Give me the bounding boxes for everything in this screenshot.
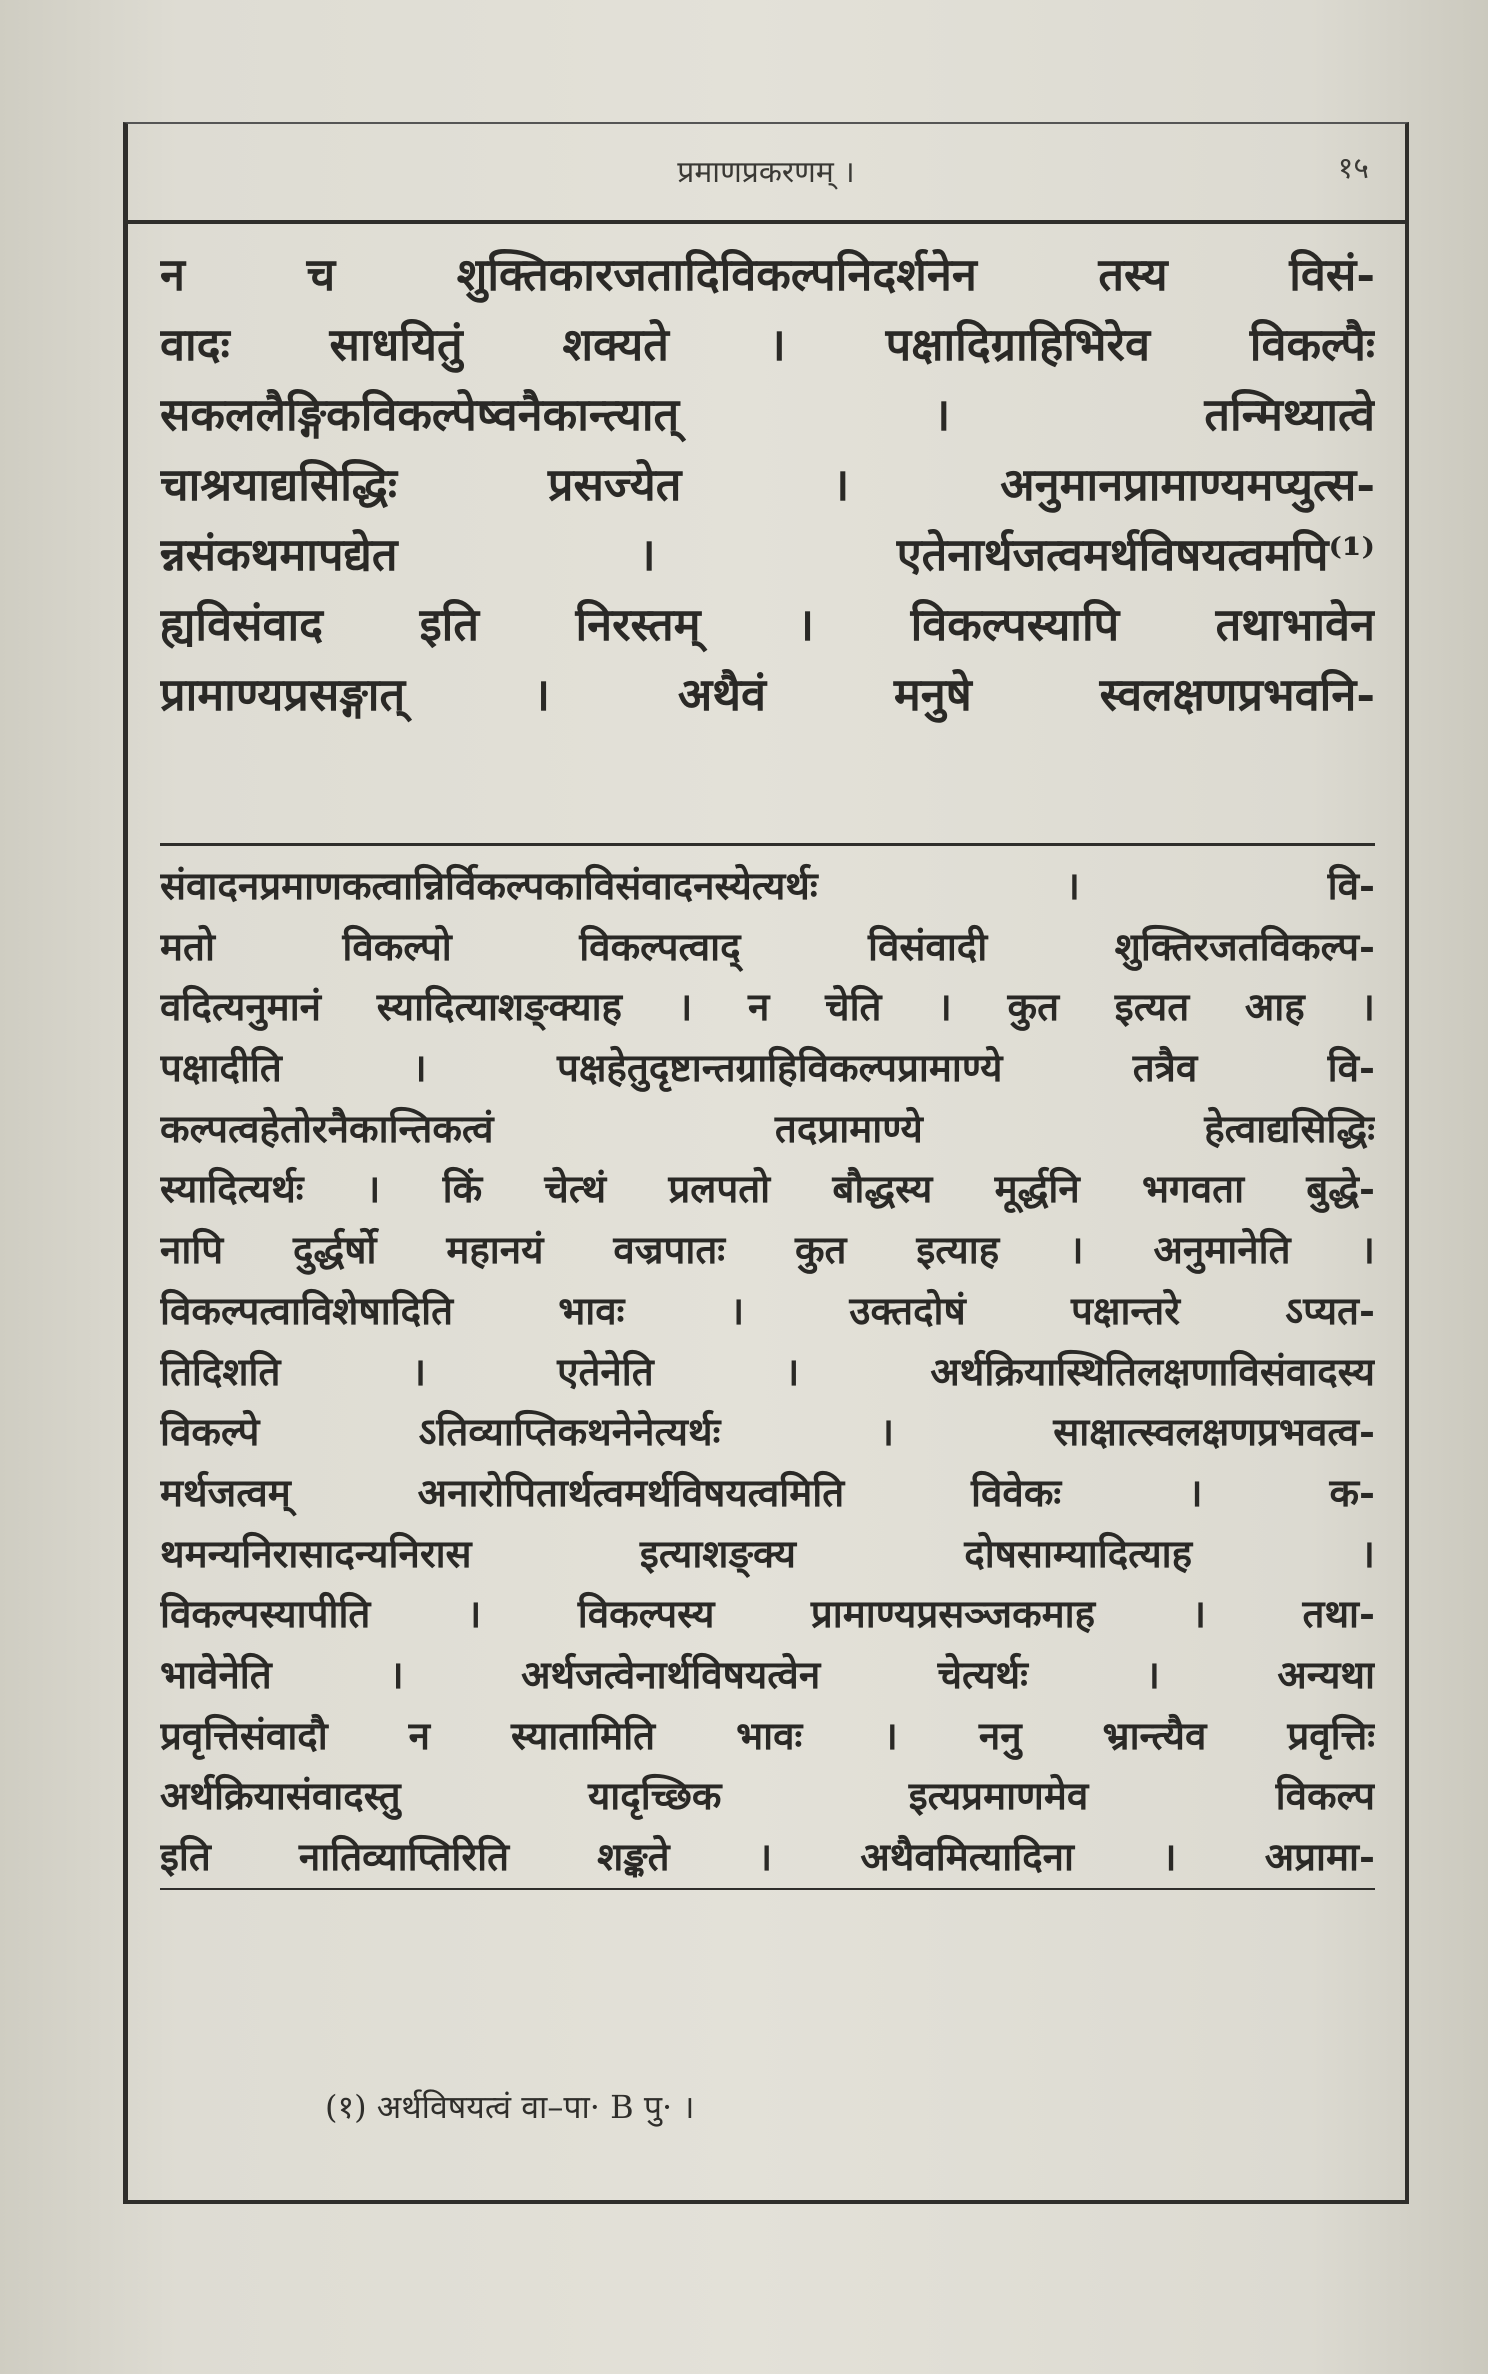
commentary-line: थमन्यनिरासादन्यनिरास इत्याशङ्क्य दोषसाम्यादित्याह ।: [160, 1531, 1375, 1577]
commentary-line: विकल्पत्वाविशेषादिति भावः । उक्तदोषं पक्षान्तरे ऽप्यत-: [160, 1288, 1375, 1334]
commentary-line: भावेनेति । अर्थजत्वेनार्थविषयत्वेन चेत्यर्थः । अन्यथा: [160, 1652, 1375, 1698]
commentary-line: अर्थक्रियासंवादस्तु यादृच्छिक इत्यप्रमाणमेव विकल्प: [160, 1774, 1375, 1820]
footnote: (१) अर्थविषयत्वं वा–पा· B पु· ।: [325, 2088, 695, 2126]
commentary-text: [160, 857, 1375, 1889]
main-line: सकललैङ्गिकविकल्पेष्वनैकान्त्यात् । तन्मिथ्यात्वे: [160, 388, 1375, 441]
commentary-line: इति नातिव्याप्तिरिति शङ्कते । अथैवमित्यादिना । अप्रामा-: [160, 1835, 1375, 1880]
commentary-line: पक्षादीति । पक्षहेतुदृष्टान्तग्राहिविकल्पप्रामाण्ये तत्रैव वि-: [160, 1046, 1375, 1092]
commentary-line: नापि दुर्द्धर्षो महानयं वज्रपातः कुत इत्याह । अनुमानेति ।: [160, 1228, 1375, 1274]
commentary-line: प्रवृत्तिसंवादौ न स्यातामिति भावः । ननु भ्रान्त्यैव प्रवृत्तिः: [160, 1713, 1375, 1759]
commentary-line: कल्पत्वहेतोरनैकान्तिकत्वं तदप्रामाण्ये हेत्वाद्यसिद्धिः: [160, 1106, 1375, 1152]
main-line: प्रामाण्यप्रसङ्गात् । अथैवं मनुषे स्वलक्षणप्रभवनि-: [160, 668, 1375, 721]
page-number: १५: [1337, 151, 1369, 186]
header-rule: [123, 220, 1409, 224]
commentary-line: मर्थजत्वम् अनारोपितार्थत्वमर्थविषयत्वमिति विवेकः । क-: [160, 1470, 1375, 1516]
text-separator-rule: [160, 843, 1375, 846]
commentary-line: विकल्पे ऽतिव्याप्तिकथनेनेत्यर्थः । साक्षात्स्वलक्षणप्रभवत्व-: [160, 1410, 1375, 1456]
main-line: न च शुक्तिकारजतादिविकल्पनिदर्शनेन तस्य विसं-: [160, 248, 1375, 301]
main-line: वादः साधयितुं शक्यते । पक्षादिग्राहिभिरेव विकल्पैः: [160, 318, 1375, 371]
commentary-line: मतो विकल्पो विकल्पत्वाद् विसंवादी शुक्तिरजतविकल्प-: [160, 924, 1375, 970]
main-line: चाश्रयाद्यसिद्धिः प्रसज्येत । अनुमानप्रामाण्यमप्युत्स-: [160, 458, 1375, 511]
footnote-rule: [160, 1888, 1375, 1890]
commentary-line: संवादनप्रमाणकत्वान्निर्विकल्पकाविसंवादनस्येत्यर्थः । वि-: [160, 864, 1375, 909]
commentary-line: वदित्यनुमानं स्यादित्याशङ्क्याह । न चेति । कुत इत्यत आह ।: [160, 985, 1375, 1031]
main-text: [160, 240, 1375, 730]
commentary-line: तिदिशति । एतेनेति । अर्थक्रियास्थितिलक्षणाविसंवादस्य: [160, 1349, 1375, 1395]
main-line: ह्यविसंवाद इति निरस्तम् । विकल्पस्यापि तथाभावेन: [160, 598, 1375, 651]
running-header: [123, 128, 1409, 220]
header-title: प्रमाणप्रकरणम् ।: [677, 155, 855, 190]
commentary-line: स्यादित्यर्थः । किं चेत्थं प्रलपतो बौद्धस्य मूर्द्धनि भगवता बुद्धे-: [160, 1167, 1375, 1213]
commentary-line: विकल्पस्यापीति । विकल्पस्य प्रामाण्यप्रसञ्जकमाह । तथा-: [160, 1592, 1375, 1638]
main-line: न्नसंकथमापद्येत । एतेनार्थजत्वमर्थविषयत्वमपि⁽¹⁾: [160, 528, 1375, 581]
